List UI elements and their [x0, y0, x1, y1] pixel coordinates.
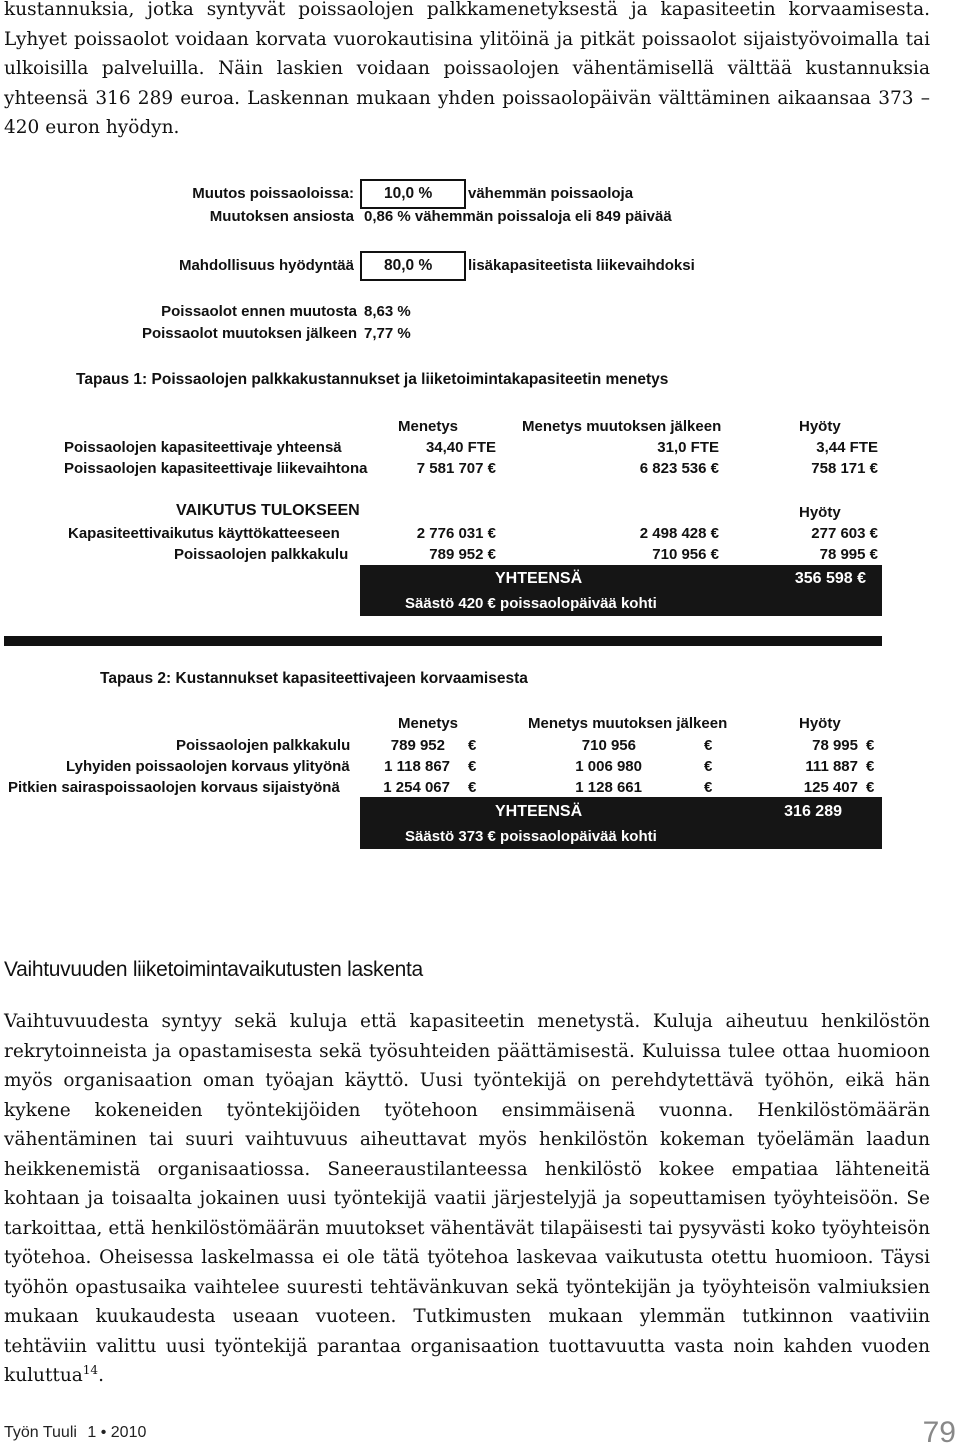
impact-row-2-label: Poissaolojen palkkakulu	[174, 546, 349, 563]
footer-publication	[4, 1424, 146, 1442]
case1-col-after: Menetys muutoksen jälkeen	[522, 418, 722, 435]
case1-total-bar	[360, 565, 882, 616]
case1-row-2-after: 6 823 536 €	[639, 460, 719, 477]
case2-col-after: Menetys muutoksen jälkeen	[528, 715, 728, 732]
change-input-box	[360, 179, 466, 209]
case1-title: Tapaus 1: Poissaolojen palkkakustannukset ja liiketoimintakapasiteetin menetys	[76, 371, 669, 388]
body-paragraph	[4, 1007, 930, 1391]
case2-row-3-cur3: €	[866, 779, 875, 796]
body-text: Vaihtuvuudesta syntyy sekä kuluja että kapasiteetin menetystä. Kuluja aiheutuu henkilöstön rekrytoinneista ja opastamisesta sekä työsuhteiden päättämisestä. Kuluissa tulee ottaa huomioon myös organisaation oman työajan käyttö. Uusi työntekijä on perehdytettävä työhön, eikä hän kykene kokeneiden työntekijöiden työtehoon ensimmäisenä vuonna. Henkilöstömäärän vähentäminen tai suuri vaihtuvuus aiheuttavat myös henkilöstön kokeman työelämän laadun heikkenemistä organisaatiossa. Saneeraustilanteessa henkilöstö kokee empatiaa lähteneitä kohtaan ja toisaalta jokainen uusi työntekijä vaatii järjestelyjä ja sopeuttamisen työyhteisöön. Se tarkoittaa, että henkilöstömäärän muutokset vähentävät tilapäisesti tai pysyvästi koko työyhteisön työtehoa. Oheisessa laskelmassa ei ole tätä työtehoa laskevaa vaikutusta otettu huomioon. Täysi työhön opastusaika vaihtelee suuresti tehtävänkuvan sekä työntekijän ja työyhteisön valmiuksien mukaan kuukaudesta useaan vuoteen. Tutkimusten mukaan ylemmän tutkinnon vaativiin tehtäviin valittu uusi työntekijä parantaa organisaation tuottavuutta vasta noin kahden vuoden kuluttua	[4, 1011, 930, 1386]
case1-row-1-benefit: 3,44 FTE	[816, 439, 878, 456]
impact-benefit-header: Hyöty	[799, 504, 841, 521]
case2-total-bar	[360, 797, 882, 849]
case2-row-1-label: Poissaolojen palkkakulu	[176, 737, 351, 754]
case2-row-1-after: 710 956	[581, 737, 636, 754]
case2-row-2-cur1: €	[468, 758, 477, 775]
before-value: 8,63 %	[364, 303, 411, 320]
case2-row-2-cur3: €	[866, 758, 875, 775]
section-heading: Vaihtuvuuden liiketoimintavaikutusten laskenta	[4, 958, 423, 981]
intro-paragraph: kustannuksia, jotka syntyvät poissaolojen palkkamenetyksestä ja kapasiteetin korvaamisesta. Lyhyet poissaolot voidaan korvata vuorokautisina ylitöinä ja pitkät poissaolot sijaistyövoimalla tai ulkoisilla palveluilla. Näin laskien voidaan poissaolojen vähentämisellä välttää kustannuksia yhteensä 316 289 euroa. Laskennan mukaan yhden poissaolopäivän välttäminen aikaansaa 373 – 420 euron hyödyn.	[4, 0, 930, 138]
publication-name: Työn Tuuli	[4, 1424, 77, 1441]
issue-number: 1 • 2010	[87, 1424, 147, 1441]
case2-row-1-loss: 789 952	[390, 737, 445, 754]
case2-row-2-cur2: €	[704, 758, 713, 775]
case2-row-3-loss: 1 254 067	[383, 779, 450, 796]
case1-row-1-label: Poissaolojen kapasiteettivaje yhteensä	[64, 439, 342, 456]
utilize-label: Mahdollisuus hyödyntää	[178, 257, 354, 274]
case1-col-benefit: Hyöty	[799, 418, 841, 435]
case2-row-1-cur3: €	[866, 737, 875, 754]
utilize-input-box	[360, 251, 466, 281]
impact-row-1-after: 2 498 428 €	[639, 525, 719, 542]
change-value: 10,0 %	[384, 185, 433, 202]
change-suffix: vähemmän poissaoloja	[468, 185, 634, 202]
body-end: .	[98, 1365, 104, 1386]
case2-row-3-cur2: €	[704, 779, 713, 796]
result-text: 0,86 % vähemmän poissaloja eli 849 päivää	[364, 208, 672, 225]
impact-row-2-after: 710 956 €	[652, 546, 719, 563]
after-value: 7,77 %	[364, 325, 411, 342]
utilize-value: 80,0 %	[384, 257, 433, 274]
case2-col-loss: Menetys	[398, 715, 459, 732]
case2-row-2-label: Lyhyiden poissaolojen korvaus ylityönä	[66, 758, 350, 775]
before-label: Poissaolot ennen muutosta	[161, 303, 357, 320]
case1-row-2-loss: 7 581 707 €	[416, 460, 496, 477]
case2-row-1-benefit: 78 995	[812, 737, 858, 754]
page-number: 79	[922, 1416, 956, 1449]
case2-row-3-label: Pitkien sairaspoissaolojen korvaus sijaistyönä	[8, 779, 340, 796]
case2-total-value: 316 289	[784, 803, 842, 820]
impact-row-2-benefit: 78 995 €	[819, 546, 878, 563]
case2-row-2-loss: 1 118 867	[384, 758, 450, 775]
impact-row-1-benefit: 277 603 €	[811, 525, 878, 542]
change-label: Muutos poissaoloissa:	[192, 185, 354, 202]
case2-row-1-cur1: €	[468, 737, 477, 754]
case1-total-value: 356 598 €	[794, 570, 866, 587]
utilize-suffix: lisäkapasiteetista liikevaihdoksi	[468, 257, 695, 274]
impact-row-1-loss: 2 776 031 €	[416, 525, 496, 542]
after-label: Poissaolot muutoksen jälkeen	[141, 325, 357, 342]
case2-row-1-cur2: €	[704, 737, 713, 754]
case1-row-1-loss: 34,40 FTE	[425, 439, 496, 456]
case2-saving: Säästö 373 € poissaolopäivää kohti	[405, 828, 657, 845]
case2-row-2-benefit: 111 887	[805, 758, 858, 775]
case2-row-2-after: 1 006 980	[575, 758, 642, 775]
case1-row-2-benefit: 758 171 €	[811, 460, 878, 477]
case1-col-loss: Menetys	[398, 418, 459, 435]
case2-title: Tapaus 2: Kustannukset kapasiteettivajeen korvaamisesta	[100, 670, 528, 687]
result-label: Muutoksen ansiosta	[209, 208, 354, 225]
case1-row-2-label: Poissaolojen kapasiteettivaje liikevaihtona	[64, 460, 368, 477]
case2-total-label: YHTEENSÄ	[495, 803, 583, 820]
case2-row-3-after: 1 128 661	[575, 779, 642, 796]
impact-title: VAIKUTUS TULOKSEEN	[176, 502, 360, 519]
impact-row-1-label: Kapasiteettivaikutus käyttökatteeseen	[68, 525, 340, 542]
case1-total-label: YHTEENSÄ	[495, 570, 583, 587]
case1-saving: Säästö 420 € poissaolopäivää kohti	[405, 595, 657, 612]
case1-row-1-after: 31,0 FTE	[657, 439, 719, 456]
impact-row-2-loss: 789 952 €	[429, 546, 496, 563]
footnote-ref: 14	[82, 1362, 99, 1377]
figure-divider	[4, 636, 882, 646]
case2-row-3-benefit: 125 407	[803, 779, 858, 796]
case2-col-benefit: Hyöty	[799, 715, 841, 732]
case2-row-3-cur1: €	[468, 779, 477, 796]
